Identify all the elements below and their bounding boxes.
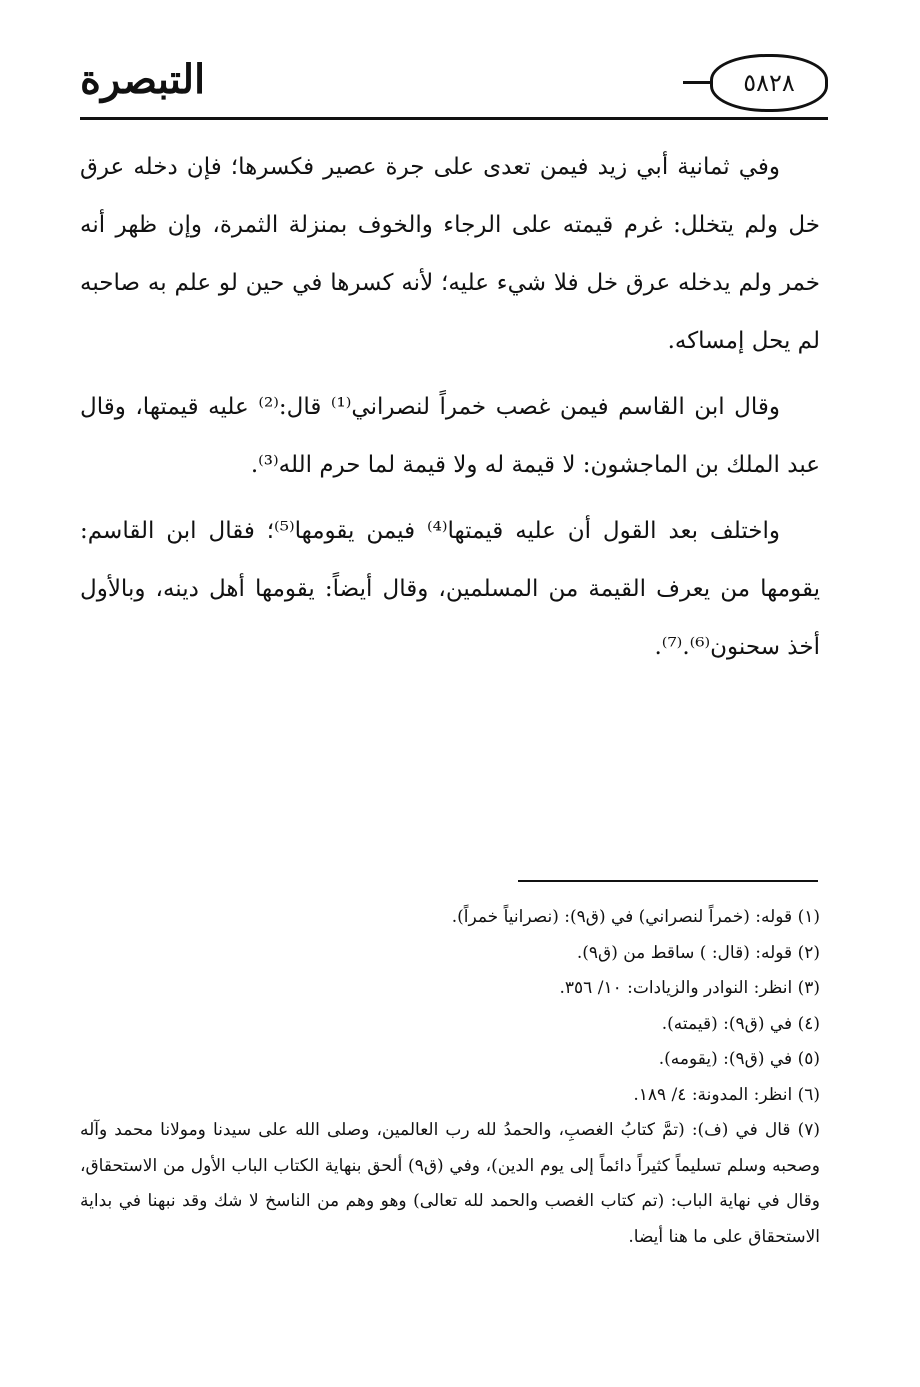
footnote: (٥) في (ق٩): (يقومه). xyxy=(658,1049,820,1069)
header-rule xyxy=(80,117,828,120)
paragraph: واختلف بعد القول أن عليه قيمتها⁽⁴⁾ فيمن يقومها⁽⁵⁾؛ فقال ابن القاسم: يقومها من يعرف القيمة من المسلمين، وقال أيضاً: يقومها أهل دينه، وبالأول أخذ سحنون⁽⁶⁾.⁽⁷⁾. xyxy=(80,518,820,660)
footnote: (٧) قال في (ف): (تمَّ كتابُ الغصبِ، والحمدُ لله رب العالمين، وصلى الله على سيدنا ومولانا محمد وآله وصحبه وسلم تسليماً كثيراً دائماً إلى يوم الدين)، وفي (ق٩) ألحق بنهاية الكتاب الباب الأول من الاستحقاق، وقال في نهاية الباب: (تم كتاب الغصب والحمد لله تعالى) وهو وهم من الناسخ لا شك وقد نبهنا في بداية الاستحقاق على ما هنا أيضا. xyxy=(80,1120,820,1247)
footnote: (١) قوله: (خمراً لنصراني) في (ق٩): (نصرانياً خمراً). xyxy=(451,907,820,927)
footnotes xyxy=(80,900,820,1255)
footnote: (٢) قوله: (قال: ) ساقط من (ق٩). xyxy=(576,942,820,963)
main-text xyxy=(80,138,820,684)
paragraph: وقال ابن القاسم فيمن غصب خمراً لنصراني⁽¹⁾ قال:⁽²⁾ عليه قيمتها، وقال عبد الملك بن الماجشون: لا قيمة له ولا قيمة لما حرم الله⁽³⁾. xyxy=(80,394,820,478)
page-header xyxy=(80,44,828,120)
footnote: (٦) انظر: المدونة: ٤/ ١٨٩. xyxy=(633,1084,820,1105)
paragraph: وفي ثمانية أبي زيد فيمن تعدى على جرة عصير فكسرها؛ فإن دخله عرق خل ولم يتخلل: غرم قيمته على الرجاء والخوف بمنزلة الثمرة، وإن ظهر أنه خمر ولم يدخله عرق خل فلا شيء عليه؛ لأنه كسرها في حين لو علم به صاحبه لم يحل إمساكه. xyxy=(80,154,820,354)
footnote: (٤) في (ق٩): (قيمته). xyxy=(661,1013,820,1034)
page-number: ٥٨٢٨ xyxy=(743,69,795,97)
footnote-separator xyxy=(518,880,818,882)
page-number-badge xyxy=(710,54,828,112)
book-title: التبصرة xyxy=(80,56,206,103)
footnote: (٣) انظر: النوادر والزيادات: ١٠/ ٣٥٦. xyxy=(559,978,820,998)
